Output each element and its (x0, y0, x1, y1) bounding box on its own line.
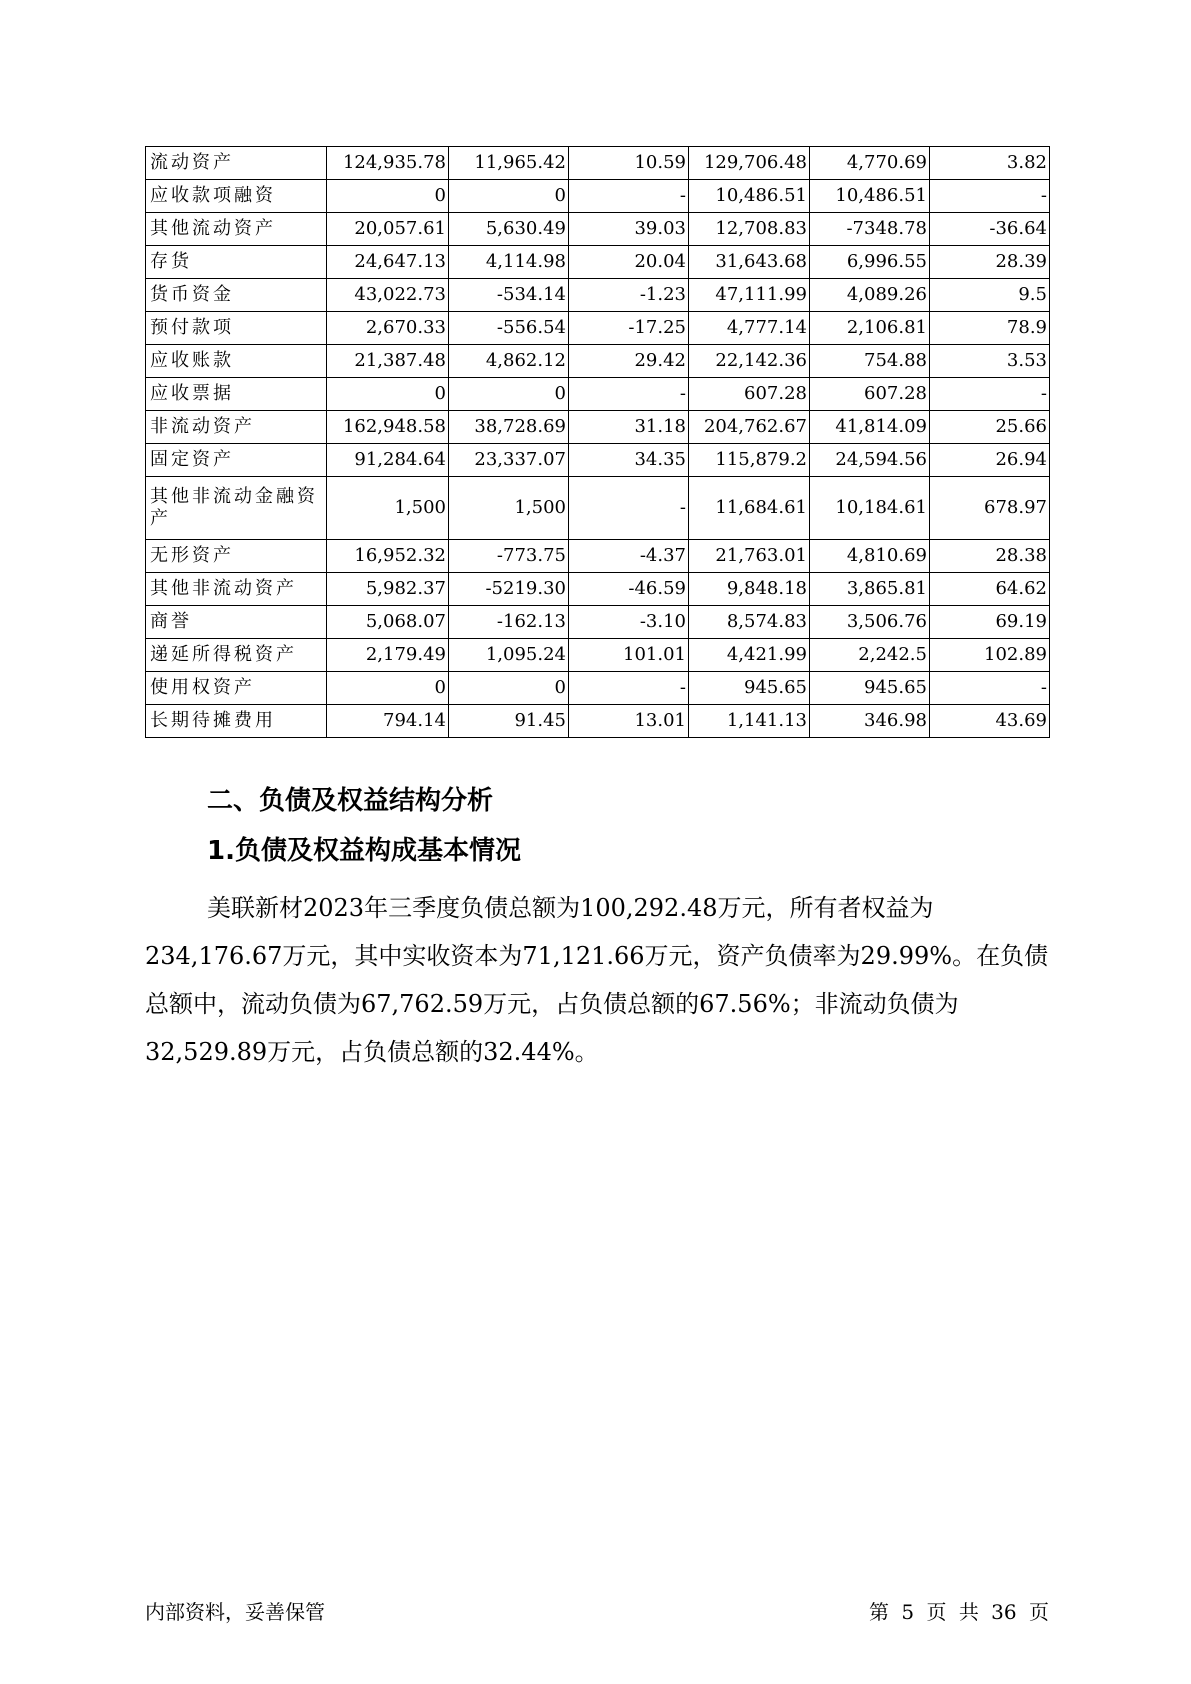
row-value-c4: 607.28 (689, 378, 810, 411)
row-value-c2: 4,862.12 (449, 345, 569, 378)
footer-page-number: 第 5 页 共 36 页 (869, 1600, 1049, 1624)
row-value-c2: 4,114.98 (449, 246, 569, 279)
table-row (146, 378, 1050, 411)
row-value-c5: 4,770.69 (810, 147, 930, 180)
row-label: 预付款项 (146, 312, 327, 345)
row-value-c3: 31.18 (569, 411, 689, 444)
row-value-c4: 204,762.67 (689, 411, 810, 444)
row-value-c3: 34.35 (569, 444, 689, 477)
asset-change-table (145, 146, 1050, 738)
row-value-c1: 2,670.33 (327, 312, 449, 345)
section-heading: 二、负债及权益结构分析 (207, 786, 494, 816)
row-value-c5: 2,106.81 (810, 312, 930, 345)
table-row (146, 312, 1050, 345)
row-value-c2: -162.13 (449, 606, 569, 639)
row-value-c4: 4,421.99 (689, 639, 810, 672)
row-value-c5: 607.28 (810, 378, 930, 411)
row-value-c6: 102.89 (930, 639, 1050, 672)
row-value-c2: -5219.30 (449, 573, 569, 606)
row-value-c4: 945.65 (689, 672, 810, 705)
row-value-c3: -46.59 (569, 573, 689, 606)
table-row (146, 345, 1050, 378)
row-label: 货币资金 (146, 279, 327, 312)
row-value-c2: 23,337.07 (449, 444, 569, 477)
row-label: 非流动资产 (146, 411, 327, 444)
row-label: 固定资产 (146, 444, 327, 477)
table-row (146, 672, 1050, 705)
row-value-c1: 124,935.78 (327, 147, 449, 180)
table-row (146, 213, 1050, 246)
table-row (146, 246, 1050, 279)
row-value-c2: 1,500 (449, 477, 569, 540)
row-label: 应收款项融资 (146, 180, 327, 213)
row-label: 存货 (146, 246, 327, 279)
row-value-c1: 20,057.61 (327, 213, 449, 246)
row-value-c4: 1,141.13 (689, 705, 810, 738)
table-row (146, 639, 1050, 672)
row-value-c6: 28.38 (930, 540, 1050, 573)
row-value-c2: -773.75 (449, 540, 569, 573)
row-value-c5: 4,089.26 (810, 279, 930, 312)
row-value-c6: 25.66 (930, 411, 1050, 444)
row-value-c3: -17.25 (569, 312, 689, 345)
row-value-c6: 26.94 (930, 444, 1050, 477)
row-label: 其他非流动资产 (146, 573, 327, 606)
row-value-c3: - (569, 672, 689, 705)
row-label: 递延所得税资产 (146, 639, 327, 672)
table-row (146, 477, 1050, 540)
row-value-c4: 115,879.2 (689, 444, 810, 477)
row-value-c1: 2,179.49 (327, 639, 449, 672)
table-row (146, 279, 1050, 312)
row-value-c2: 0 (449, 378, 569, 411)
row-value-c5: 4,810.69 (810, 540, 930, 573)
row-value-c3: -4.37 (569, 540, 689, 573)
row-value-c1: 91,284.64 (327, 444, 449, 477)
table-row (146, 540, 1050, 573)
row-value-c4: 11,684.61 (689, 477, 810, 540)
row-value-c6: - (930, 672, 1050, 705)
row-value-c1: 0 (327, 378, 449, 411)
row-value-c6: - (930, 378, 1050, 411)
row-value-c6: 78.9 (930, 312, 1050, 345)
row-value-c5: 945.65 (810, 672, 930, 705)
footer-confidential-note: 内部资料，妥善保管 (145, 1600, 325, 1624)
row-value-c2: 0 (449, 672, 569, 705)
row-value-c5: 2,242.5 (810, 639, 930, 672)
row-value-c3: 39.03 (569, 213, 689, 246)
table-row (146, 606, 1050, 639)
row-value-c1: 5,068.07 (327, 606, 449, 639)
row-value-c1: 21,387.48 (327, 345, 449, 378)
row-value-c1: 16,952.32 (327, 540, 449, 573)
row-value-c3: - (569, 180, 689, 213)
row-value-c4: 31,643.68 (689, 246, 810, 279)
row-value-c1: 43,022.73 (327, 279, 449, 312)
row-value-c1: 0 (327, 672, 449, 705)
row-label: 长期待摊费用 (146, 705, 327, 738)
row-value-c2: 0 (449, 180, 569, 213)
row-value-c1: 24,647.13 (327, 246, 449, 279)
table-row (146, 147, 1050, 180)
row-value-c4: 4,777.14 (689, 312, 810, 345)
row-value-c6: 69.19 (930, 606, 1050, 639)
row-value-c1: 1,500 (327, 477, 449, 540)
body-paragraph: 美联新材2023年三季度负债总额为100,292.48万元，所有者权益为234,176.67万元，其中实收资本为71,121.66万元，资产负债率为29.99%。在负债总额中，流动负债为67,762.59万元，占负债总额的67.56%；非流动负债为32,529.89万元，占负债总额的32.44%。 (145, 894, 1049, 1066)
row-label: 其他非流动金融资产 (146, 477, 327, 540)
row-value-c6: 64.62 (930, 573, 1050, 606)
row-value-c6: 678.97 (930, 477, 1050, 540)
row-label: 无形资产 (146, 540, 327, 573)
row-value-c1: 162,948.58 (327, 411, 449, 444)
row-value-c4: 9,848.18 (689, 573, 810, 606)
row-value-c5: 754.88 (810, 345, 930, 378)
row-value-c4: 8,574.83 (689, 606, 810, 639)
row-value-c2: 11,965.42 (449, 147, 569, 180)
row-value-c4: 12,708.83 (689, 213, 810, 246)
row-value-c3: 10.59 (569, 147, 689, 180)
row-value-c3: - (569, 378, 689, 411)
row-label: 其他流动资产 (146, 213, 327, 246)
section-subheading: 1.负债及权益构成基本情况 (207, 836, 521, 866)
row-value-c2: -556.54 (449, 312, 569, 345)
row-value-c6: 28.39 (930, 246, 1050, 279)
row-value-c5: 41,814.09 (810, 411, 930, 444)
row-value-c3: - (569, 477, 689, 540)
row-value-c2: -534.14 (449, 279, 569, 312)
row-value-c4: 10,486.51 (689, 180, 810, 213)
row-value-c3: 101.01 (569, 639, 689, 672)
row-value-c1: 794.14 (327, 705, 449, 738)
row-value-c6: 9.5 (930, 279, 1050, 312)
row-value-c3: 13.01 (569, 705, 689, 738)
row-value-c2: 5,630.49 (449, 213, 569, 246)
row-value-c3: 20.04 (569, 246, 689, 279)
row-value-c6: 3.53 (930, 345, 1050, 378)
row-label: 商誉 (146, 606, 327, 639)
row-value-c5: 10,486.51 (810, 180, 930, 213)
row-value-c5: 6,996.55 (810, 246, 930, 279)
row-value-c2: 91.45 (449, 705, 569, 738)
row-value-c3: -1.23 (569, 279, 689, 312)
row-value-c5: 3,506.76 (810, 606, 930, 639)
row-label: 应收票据 (146, 378, 327, 411)
row-value-c6: 3.82 (930, 147, 1050, 180)
row-value-c4: 22,142.36 (689, 345, 810, 378)
row-value-c6: -36.64 (930, 213, 1050, 246)
row-value-c4: 129,706.48 (689, 147, 810, 180)
row-value-c6: 43.69 (930, 705, 1050, 738)
row-value-c2: 38,728.69 (449, 411, 569, 444)
row-value-c1: 5,982.37 (327, 573, 449, 606)
row-value-c3: -3.10 (569, 606, 689, 639)
table-row (146, 444, 1050, 477)
row-value-c4: 47,111.99 (689, 279, 810, 312)
row-value-c4: 21,763.01 (689, 540, 810, 573)
table-row (146, 573, 1050, 606)
row-value-c5: 10,184.61 (810, 477, 930, 540)
table-body (146, 147, 1050, 738)
row-value-c5: 3,865.81 (810, 573, 930, 606)
row-value-c3: 29.42 (569, 345, 689, 378)
row-value-c5: -7348.78 (810, 213, 930, 246)
row-value-c2: 1,095.24 (449, 639, 569, 672)
row-value-c5: 24,594.56 (810, 444, 930, 477)
row-value-c6: - (930, 180, 1050, 213)
table-row (146, 411, 1050, 444)
row-label: 流动资产 (146, 147, 327, 180)
row-value-c5: 346.98 (810, 705, 930, 738)
row-label: 应收账款 (146, 345, 327, 378)
row-value-c1: 0 (327, 180, 449, 213)
table-row (146, 180, 1050, 213)
row-label: 使用权资产 (146, 672, 327, 705)
table-row (146, 705, 1050, 738)
